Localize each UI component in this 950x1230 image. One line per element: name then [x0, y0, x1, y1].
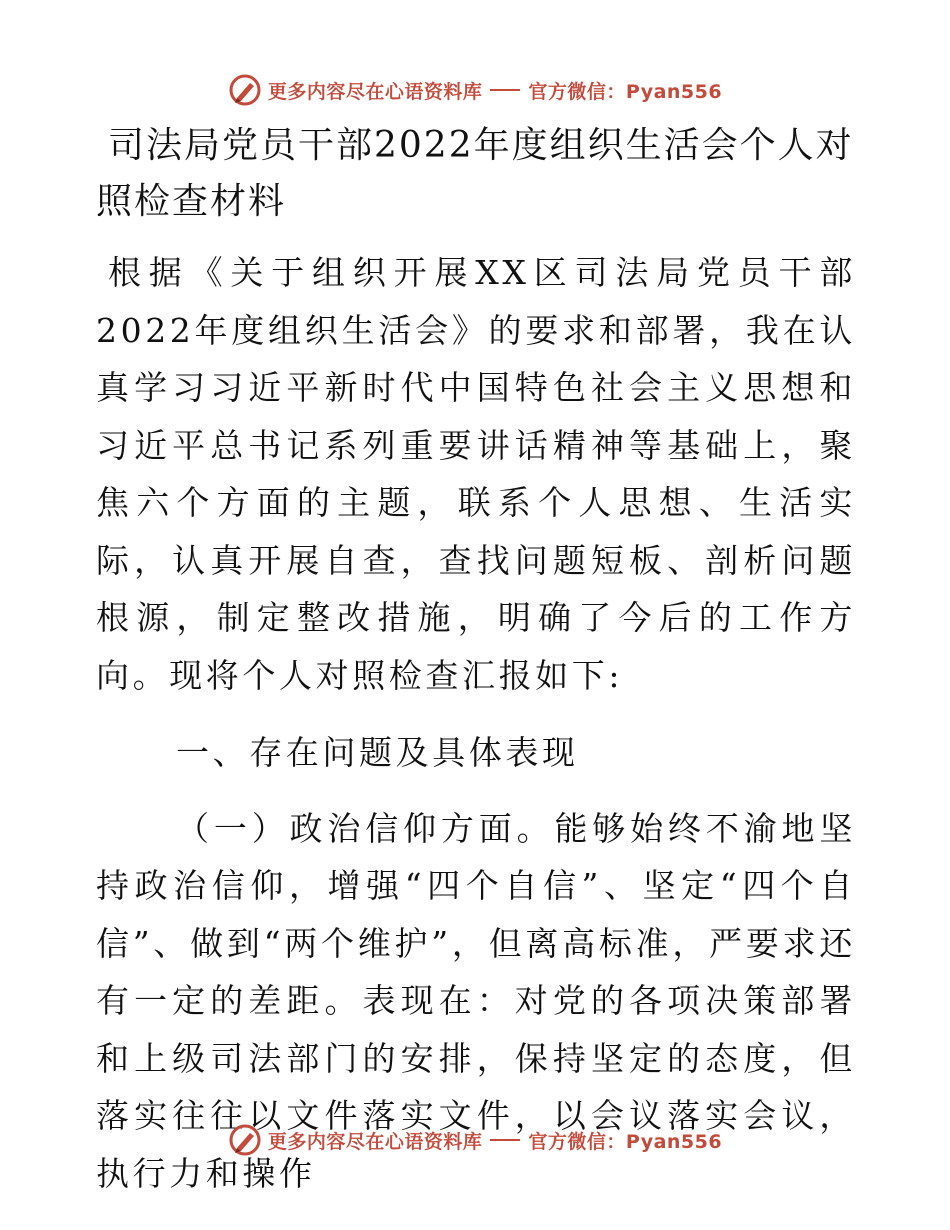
watermark-wechat: 官方微信：Pyan556 [528, 80, 723, 103]
pen-logo-icon [228, 1123, 262, 1157]
pen-logo-icon [228, 73, 262, 107]
intro-paragraph: 根据《关于组织开展XX区司法局党员干部2022年度组织生活会》的要求和部署，我在认真学习习近平新时代中国特色社会主义思想和习近平总书记系列重要讲话精神等基础上，聚焦六个方面的主题，联系个人思想、生活实际，认真开展自查，查找问题短板、剖析问题根源，制定整改措施，明确了今后的工作方向。现将个人对照检查汇报如下: [96, 253, 856, 695]
watermark-text: 更多内容尽在心语资料库 [267, 80, 483, 103]
watermark-dash [490, 89, 520, 91]
watermark-banner-bottom [0, 1120, 950, 1160]
section-paragraph: （一）政治信仰方面。能够始终不渝地坚持政治信仰，增强“四个自信”、坚定“四个自信”、做到“两个维护”，但离高标准，严要求还有一定的差距。表现在：对党的各项决策部署和上级司法部门的安排，保持坚定的态度，但落实往往以文件落实文件，以会议落实会议，执行力和操作 [96, 808, 856, 1193]
watermark-dash [490, 1139, 520, 1141]
document-title: 司法局党员干部2022年度组织生活会个人对照检查材料 [96, 125, 854, 222]
watermark-text: 更多内容尽在心语资料库 [267, 1130, 483, 1153]
watermark-wechat: 官方微信：Pyan556 [528, 1130, 723, 1153]
section-heading: 一、存在问题及具体表现 [176, 733, 579, 772]
document-body [96, 118, 856, 1202]
watermark-banner-top [0, 70, 950, 110]
